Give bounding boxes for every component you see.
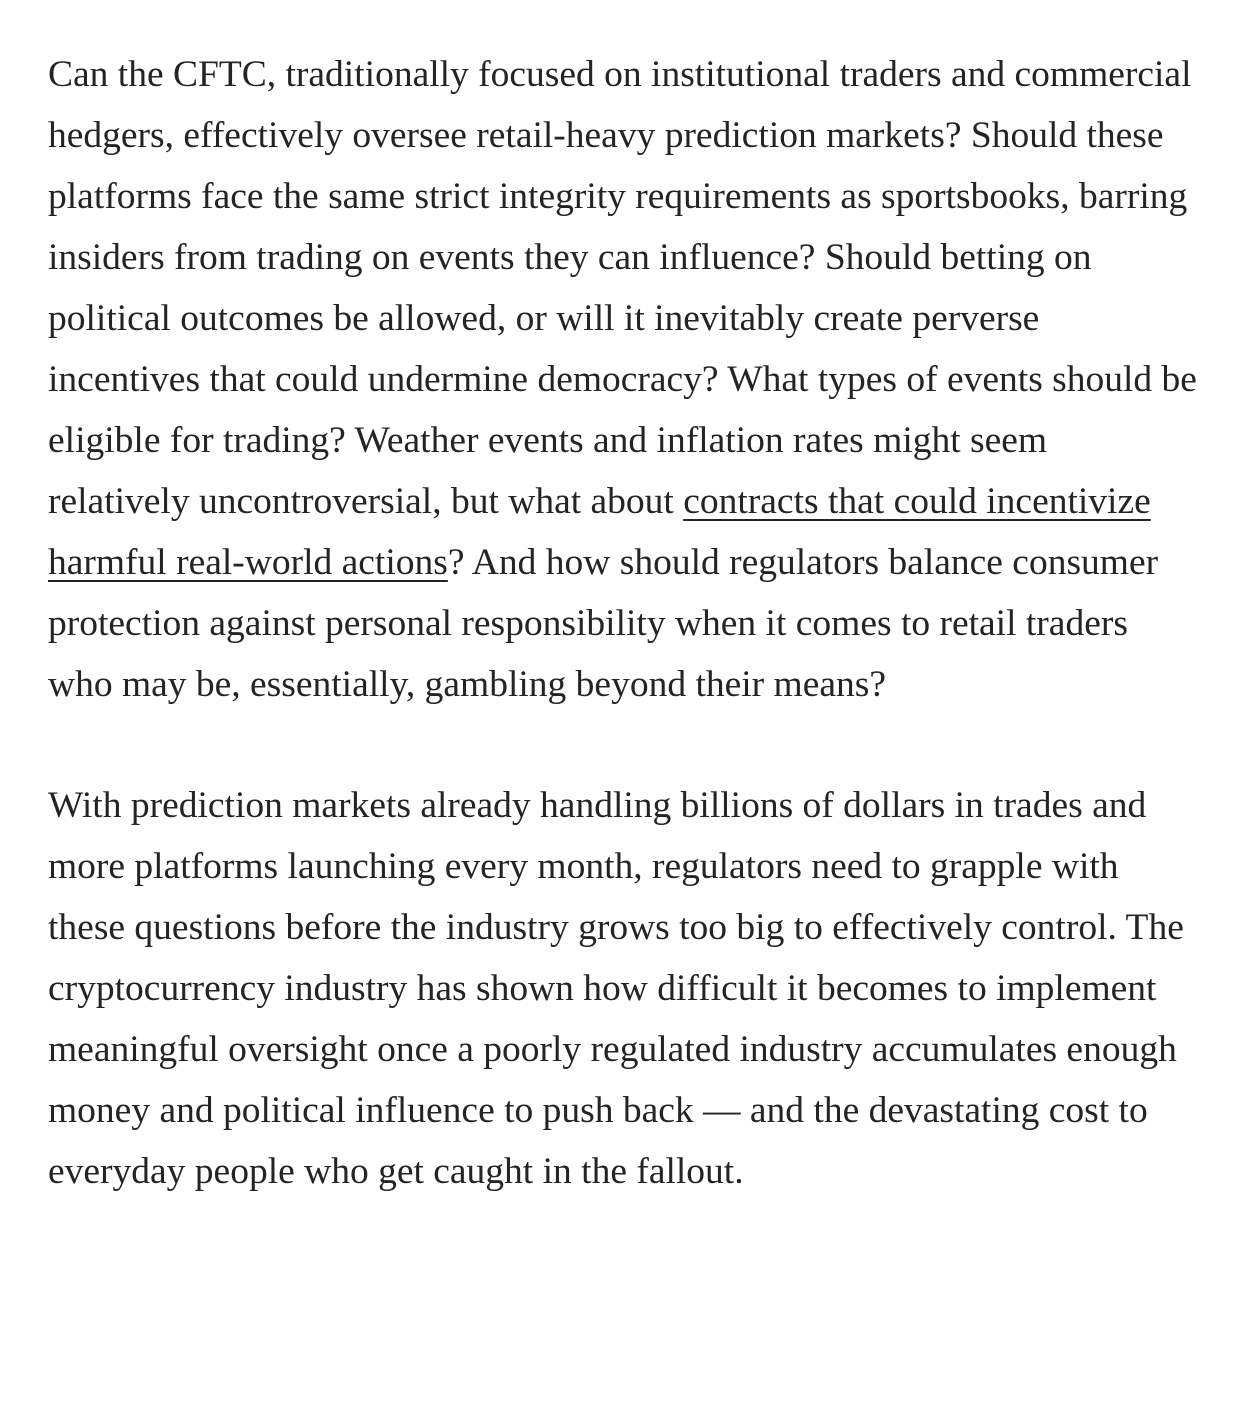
paragraph-text-after-link: ? And how should regulators balance consumer protection against personal responsibility when it comes to retail traders who may be, essentially, gambling beyond their means? [48, 542, 1159, 705]
paragraph-regulatory-questions [48, 44, 1198, 715]
article-body [48, 44, 1198, 1202]
paragraph-text-before-link: Can the CFTC, traditionally focused on institutional traders and commercial hedgers, effectively oversee retail-heavy prediction markets? Should these platforms face the same strict integrity requirements as sportsbooks, barring insiders from trading on events they can influence? Should betting on political outcomes be allowed, or will it inevitably create perverse incentives that could undermine democracy? What types of events should be eligible for trading? Weather events and inflation rates might seem relatively uncontroversial, but what about [48, 54, 1197, 522]
paragraph-oversight-urgency: With prediction markets already handling billions of dollars in trades and more platforms launching every month, regulators need to grapple with these questions before the industry grows too big to effectively control. The cryptocurrency industry has shown how difficult it becomes to implement meaningful oversight once a poorly regulated industry accumulates enough money and political influence to push back — and the devastating cost to everyday people who get caught in the fallout. [48, 785, 1184, 1192]
harmful-actions-link[interactable]: contracts that could incentivize harmful real-world actions [48, 481, 1151, 583]
